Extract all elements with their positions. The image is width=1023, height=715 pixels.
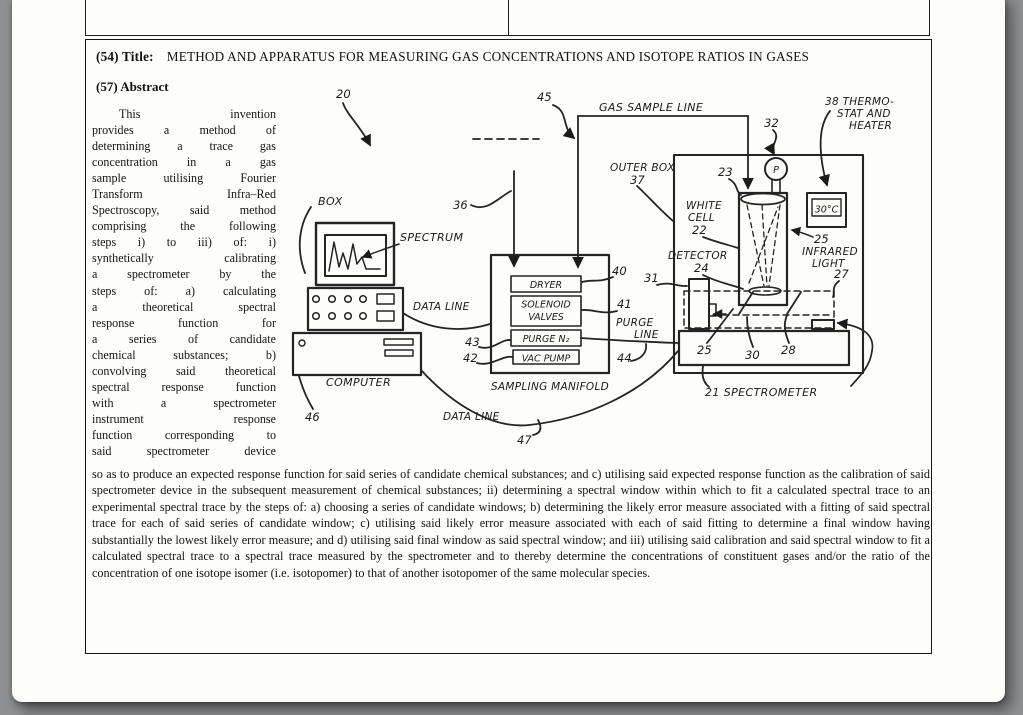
data-line-upper-curve (403, 313, 490, 329)
outer-box (674, 155, 863, 373)
label-solenoid-1: SOLENOID (521, 299, 571, 311)
temp-display (812, 199, 841, 216)
abstract-line: with a spectrometer (92, 395, 276, 410)
scanned-patent-page (12, 0, 1005, 702)
ref43-leader (479, 340, 510, 348)
abstract-line: instrument response (92, 411, 276, 426)
ref46-leader (299, 376, 313, 409)
ref45-leader (553, 105, 574, 138)
label-thermostat-2: STAT AND (837, 108, 891, 120)
ref36-leader (471, 191, 511, 207)
ref40-leader (582, 277, 613, 282)
detector-tab (709, 304, 716, 316)
label-ref27: 27 (834, 267, 849, 281)
abstract-line: Transform Infra–Red (92, 187, 276, 202)
ref31-leader (657, 284, 687, 287)
mirror-2 (787, 292, 801, 314)
upper-section-bottom-border (85, 35, 930, 36)
abstract-line: function corresponding to (92, 427, 276, 442)
abstract-line: a theoretical spectral (92, 299, 276, 314)
instrument-unit (308, 288, 403, 330)
cell-top-window (741, 194, 785, 205)
label-thermostat-3: HEATER (849, 120, 893, 132)
label-sampling-manifold: SAMPLING MANIFOLD (490, 381, 610, 393)
light-beams (747, 205, 780, 286)
title-field-label: (54) Title: (96, 49, 154, 64)
data-line-lower-curve (421, 351, 678, 425)
label-white-cell-3: 22 (692, 223, 707, 237)
label-infrared-2: INFRARED (802, 246, 858, 258)
label-ref31: 31 (644, 271, 659, 285)
ref32-leader (773, 130, 776, 154)
label-detector: DETECTOR (668, 250, 728, 262)
purge-n2-box (511, 330, 581, 346)
label-temp-setting: 30°C (814, 204, 839, 216)
label-ref23: 23 (718, 165, 733, 179)
ref27-leader (833, 281, 839, 297)
abstract-line: synthetically calibrating (92, 251, 276, 266)
label-infrared-3: LIGHT (812, 258, 845, 270)
pressure-gauge (765, 158, 787, 180)
label-computer: COMPUTER (326, 376, 392, 389)
label-ref47: 47 (517, 433, 532, 447)
label-infrared-1: 25 (814, 232, 829, 246)
label-spectrometer: 21 SPECTROMETER (705, 386, 818, 399)
abstract-line: sample utilising Fourier (92, 171, 276, 186)
upper-section-right-border (929, 0, 930, 36)
sampling-manifold-box (491, 255, 609, 373)
ref28-leader (785, 315, 789, 343)
abstract-box (85, 39, 932, 654)
abstract-line: said spectrometer device (92, 443, 276, 458)
abstract-line: Spectroscopy, said method (92, 203, 276, 218)
label-purge-n2: PURGE N₂ (522, 334, 570, 345)
instrument-knobs (313, 294, 394, 321)
label-ref43: 43 (465, 335, 480, 349)
spectrum-leader (363, 244, 399, 257)
label-outer-box-2: 37 (630, 173, 645, 187)
ref47-leader (533, 420, 540, 435)
label-ref24: 24 (694, 261, 709, 275)
abstract-line: a series of candidate (92, 331, 276, 346)
purge-line-pipe (581, 338, 678, 343)
label-purge-line-2: LINE (634, 329, 659, 341)
label-outer-box-1: OUTER BOX (610, 162, 675, 174)
monitor-screen (325, 235, 386, 276)
upper-section-left-border (85, 0, 86, 36)
label-fig-number: 20 (336, 87, 351, 101)
ir-source (812, 320, 834, 329)
abstract-line: chemical substances; b) (92, 347, 276, 362)
label-dryer: DRYER (529, 280, 563, 291)
label-ref30: 30 (745, 348, 760, 362)
abstract-line: a spectrometer by the (92, 267, 276, 282)
ref42-leader (477, 357, 512, 364)
label-ref45: 45 (537, 90, 552, 104)
computer-tower (293, 333, 421, 375)
spectrum-trace (329, 242, 380, 271)
detector-box (689, 279, 709, 329)
drive-slot-2 (385, 350, 413, 356)
abstract-line: convolving said theoretical (92, 363, 276, 378)
ref23-leader (729, 179, 741, 195)
abstract-line: response function for (92, 315, 276, 330)
label-ref42: 42 (463, 351, 478, 365)
label-gas-sample-line: GAS SAMPLE LINE (599, 101, 704, 114)
abstract-line: steps of: a) calculating (92, 283, 276, 298)
label-vac-pump: VAC PUMP (521, 353, 571, 365)
label-data-line-upper: DATA LINE (413, 301, 470, 313)
label-ref44: 44 (617, 351, 632, 365)
drive-slot-1 (384, 339, 413, 345)
label-ref25: 25 (697, 343, 712, 357)
solenoid-valves-box (511, 296, 581, 326)
abstract-heading: (57) Abstract (96, 79, 169, 94)
label-ref36: 36 (453, 198, 468, 212)
label-box: BOX (318, 195, 343, 208)
abstract-line: spectral response function (92, 379, 276, 394)
abstract-line: determining a trace gas (92, 139, 276, 154)
ref44-leader (631, 344, 646, 361)
abstract-line: provides a method of (92, 123, 276, 138)
box-label-brace (300, 207, 311, 273)
apparatus-figure (281, 83, 943, 471)
label-thermostat-1: 38 THERMO- (825, 96, 895, 108)
temp-controller-box (807, 193, 846, 227)
power-button (299, 340, 305, 346)
page-title: METHOD AND APPARATUS FOR MEASURING GAS CONCENTRATIONS AND ISOTOPE RATIOS IN GASES (166, 49, 810, 64)
label-ref46: 46 (305, 410, 320, 424)
gauge-stem (772, 180, 780, 192)
dryer-box (511, 276, 581, 292)
spectrometer-base (679, 331, 849, 365)
ref30-leader (747, 317, 753, 347)
spectrometer-leader (703, 366, 709, 387)
label-ref28: 28 (781, 343, 796, 357)
label-data-line-lower: DATA LINE (443, 411, 500, 423)
label-ref41: 41 (617, 297, 632, 311)
abstract-line: concentration in a gas (92, 155, 276, 170)
detector-label-leader (703, 275, 743, 289)
label-spectrum: SPECTRUM (400, 231, 464, 244)
right-hook-line (838, 323, 872, 386)
label-pressure-gauge: P (773, 165, 779, 176)
thermostat-leader (821, 111, 830, 185)
white-cell (739, 193, 787, 305)
ref25-leader (707, 309, 733, 343)
abstract-line: This invention (119, 107, 276, 121)
cell-bottom-window (749, 287, 781, 295)
outer-box-leader (637, 186, 673, 221)
upper-section-divider (508, 0, 509, 36)
ref41-leader (582, 310, 617, 313)
label-white-cell-2: CELL (688, 212, 715, 224)
title-row (96, 49, 921, 65)
mirror-1 (739, 292, 753, 314)
label-ref32: 32 (764, 116, 779, 130)
vac-pump-box (513, 350, 579, 364)
label-ref40: 40 (612, 264, 627, 278)
optical-path (684, 291, 834, 328)
label-purge-line-1: PURGE (616, 317, 654, 329)
monitor (316, 223, 394, 285)
white-cell-leader (703, 237, 738, 248)
abstract-left-column (92, 106, 276, 459)
abstract-full-width-paragraph: so as to produce an expected response function for said series of candidate chemical substances; and c) utilising said expected response function as the calibration of said spectrometer device in the subsequent measurement of chemical substances; ii) determining a spectral window within which to fit a calculated spectral trace to an experimental spectral trace by the steps of: a) choosing a series of candidate windows; b) determining the likely error measure associated with a fitting of said spectral trace for each of said series of candidate window; c) utilising said likely error measure associated with each of said fitting to determine a final window having substantially the lowest likely error measure; and d) utilising said final window as said spectral window; and iii) utilising said calibration and said spectral window to fit a calculated spectral trace to a spectral trace measured by the spectrometer and to thereby determine the concentrations of constituent gases and/or the ratio of the concentration of one isotope isomer (i.e. isotopomer) to that of another isotopomer of the same molecular species. (92, 467, 930, 580)
figure-labels (305, 87, 894, 447)
label-white-cell-1: WHITE (686, 200, 722, 212)
abstract-line: steps i) to iii) of: i) (92, 235, 276, 250)
label-solenoid-2: VALVES (528, 312, 564, 323)
infrared-leader (792, 230, 813, 237)
abstract-line: comprising the following (92, 219, 276, 234)
fig-number-arrow (343, 103, 370, 145)
